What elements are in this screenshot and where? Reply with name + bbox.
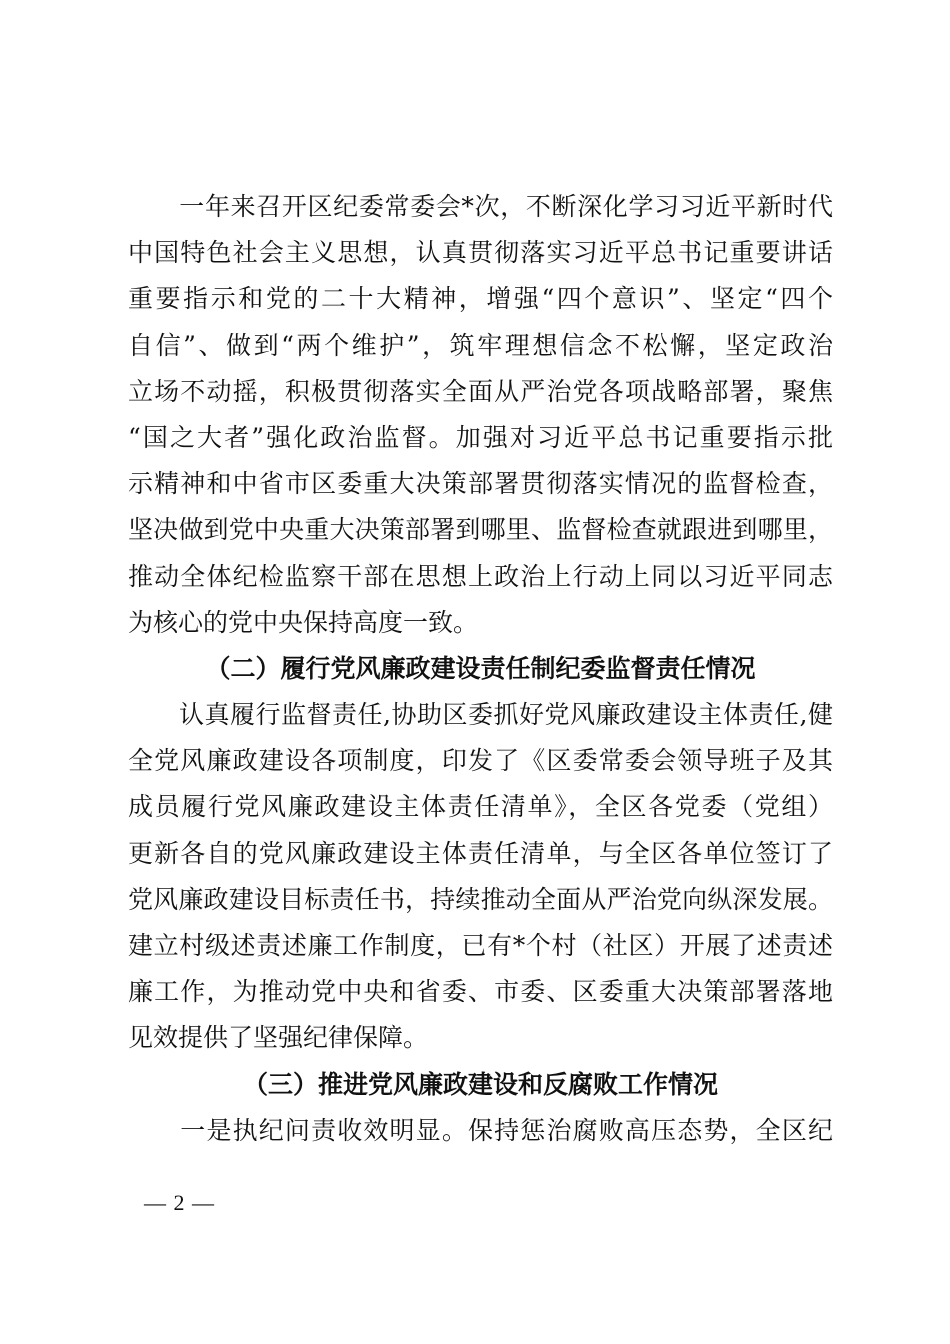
text-line: 示精神和中省市区委重大决策部署贯彻落实情况的监督检查， <box>128 469 833 499</box>
text-line: 全党风廉政建设各项制度，印发了《区委常委会领导班子及其 <box>128 746 833 776</box>
page-number: — 2 — <box>144 1190 215 1215</box>
text-line: “国之大者”强化政治监督。加强对习近平总书记重要指示批 <box>128 422 833 452</box>
text-line: 中国特色社会主义思想，认真贯彻落实习近平总书记重要讲话 <box>128 238 833 268</box>
paragraph-anti-corruption <box>128 1108 833 1154</box>
section-heading-3: （三）推进党风廉政建设和反腐败工作情况 <box>242 1069 718 1099</box>
text-line: 立场不动摇，积极贯彻落实全面从严治党各项战略部署，聚焦 <box>128 376 833 406</box>
text-line: 建立村级述责述廉工作制度，已有*个村（社区）开展了述责述 <box>128 931 833 960</box>
text-line: 认真履行监督责任,协助区委抓好党风廉政建设主体责任,健 <box>128 700 833 730</box>
paragraph-political-supervision <box>128 184 833 646</box>
document-body <box>128 184 833 1154</box>
text-line: 见效提供了坚强纪律保障。 <box>128 1023 429 1053</box>
text-line: 一年来召开区纪委常委会*次，不断深化学习习近平新时代 <box>128 192 833 221</box>
section-heading-2: （二）履行党风廉政建设责任制纪委监督责任情况 <box>205 653 756 683</box>
text-line: 廉工作，为推动党中央和省委、市委、区委重大决策部署落地 <box>128 977 833 1007</box>
text-line: 重要指示和党的二十大精神，增强“四个意识”、坚定“四个 <box>128 284 833 314</box>
text-line: 成员履行党风廉政建设主体责任清单》，全区各党委（党组） <box>128 792 833 822</box>
paragraph-supervision-responsibility <box>128 692 833 1062</box>
text-line: 自信”、做到“两个维护”，筑牢理想信念不松懈，坚定政治 <box>128 330 833 360</box>
text-line: 一是执纪问责收效明显。保持惩治腐败高压态势，全区纪 <box>128 1115 833 1145</box>
text-line: 为核心的党中央保持高度一致。 <box>128 607 479 637</box>
text-line: 更新各自的党风廉政建设主体责任清单，与全区各单位签订了 <box>128 838 833 868</box>
text-line: 推动全体纪检监察干部在思想上政治上行动上同以习近平同志 <box>128 561 833 591</box>
text-line: 党风廉政建设目标责任书，持续推动全面从严治党向纵深发展。 <box>128 884 833 914</box>
text-line: 坚决做到党中央重大决策部署到哪里、监督检查就跟进到哪里， <box>128 515 833 545</box>
